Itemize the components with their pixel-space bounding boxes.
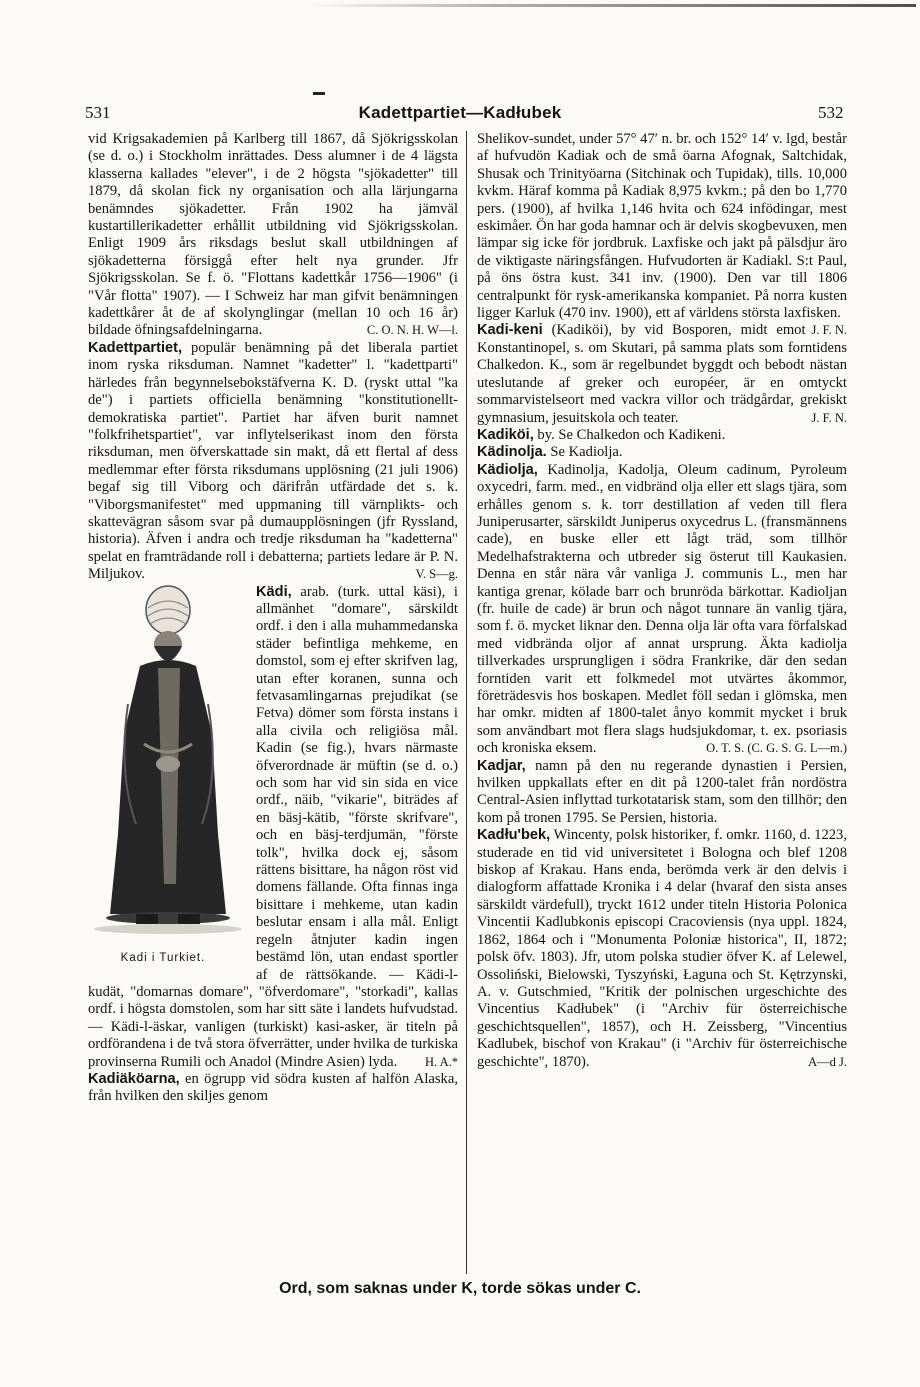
article-kadi-keni <box>477 322 847 426</box>
headword: Kädinolja. <box>477 444 547 461</box>
article-kadjar <box>477 758 847 828</box>
column-rule <box>466 131 467 1274</box>
headword: Kadi-keni <box>477 322 543 339</box>
author-signature: C. O. N. H. W—l. <box>366 323 458 338</box>
headword: Kädiolja, <box>477 461 538 478</box>
page-footer-note: Ord, som saknas under K, torde sökas under C. <box>279 1280 641 1297</box>
article-kadi <box>88 584 458 1071</box>
kadi-illustration <box>88 584 248 967</box>
author-signature: A—d J. <box>808 1054 847 1069</box>
author-signature: J. F. N. <box>811 410 847 425</box>
headword: Kadettpartiet, <box>88 339 183 356</box>
article-kadiakoarna <box>88 1071 458 1106</box>
article-kadett-continued <box>88 131 458 340</box>
left-column <box>88 131 458 1106</box>
right-column <box>477 131 847 1071</box>
author-signature: O. T. S. (C. G. S. G. L—m.) <box>706 741 847 756</box>
article-text: vid Krigsakademien på Karlberg till 1867, då Sjökrigsskolan (se d. o.) i Stockholm inrättades. Dess alumner i de 4 lägsta klasserna kallades "elever", i de 2 högsta "sjökadetter" till 1879, då skolan fick ny organisation och alla lärjungarna benämndes sjökadetter. Från 1902 ha jämväl kustartillerikadetter erhållit utbildning vid Sjökrigsskolan. Enligt 1909 års riksdags beslut skall utbildningen af sjökadetterna försiggå efter helt nya grunder. Jfr Sjökrigsskolan. Se f. ö. "Flottans kadettkår 1756—1906" (i "Vår flotta" 1907). — I Schweiz har man gifvit benämningen kadettkårer åt de af skolynglingar (mellan 10 och 16 år) bildade öfningsafdelningarna. <box>88 131 458 339</box>
headword: Kädi, <box>256 583 292 600</box>
article-text: Wincenty, polsk historiker, f. omkr. 1160, d. 1223, studerade en tid vid universitetet i Bologna och blef 1208 biskop af Krakau. Hans enda, berömda verk är den delvis i dialogform affattade Kronika i 4 delar (hvaraf den sista anses särskildt värdefull), tryckt 1612 under titeln Historia Polonica Vincentii Kadlubkonis episcopi Cracoviensis (nya uppl. 1824, 1862, 1864 och i "Monumenta Poloniæ historica", II, 1872; polsk öfv. 1803). Jfr, utom polska studier öfver K. af Lelewel, Ossoliński, Bielowski, Tyszyński, Łaguna och St. Kętrzynski, A. v. Gutschmied, "Kritik der polnischen urgeschichte des Vincentius Kadłubek" (i "Archiv für österreichische geschichtsquellen", 1857), och H. Zeissberg, "Vincentius Kadlubek, bischof von Krakau" (i "Archiv für österreichische geschichte", 1870). <box>477 827 847 1070</box>
page-number-left: 531 <box>85 103 111 122</box>
headword: Kadjar, <box>477 757 526 774</box>
article-kadinolja <box>477 444 847 461</box>
headword: Kadiköi, <box>477 426 534 443</box>
article-kadikoi <box>477 427 847 444</box>
scan-mark <box>313 92 325 95</box>
author-signature: J. F. N. <box>811 323 847 338</box>
article-text: arab. (turk. uttal käsi), i allmänhet "domare", särskildt ordf. i den i alla muhammedanska städer befintliga mehkeme, en domstol, som ej efter skrifven lag, utan efter koranen, sunna och fetvasamlingarnas prejudikat (se Fetva) dömer som första instans i alla civila och religiösa mål. Kadin (se fig.), hvars närmaste öfverordnade är müftin (se d. o.) och som har vid sin sida en vice ordf., näib, "vikarie", biträdes af en bäsj-kätib, "förste skrifvare", och en bäsj-terdjumän, "förste tolk", hvilka dock ej, såsom rättens bisittare, ha någon röst vid domens fällande. Ofta finnas inga bisittare i mehkeme, utan kadin beslutar ensam i alla mål. Enligt regeln åtnjuter kadin ingen bestämd lön, utan endast sportler af de rättsökande. — Kädi-l-kudät, "domarnas domare", "öfverdomare", "storkadi", kallas ordf. i högsta domstolen, som har sitt säte i landets hufvudstad. — Kädi-l-äskar, vanligen (turkiskt) kasi-asker, är titeln på ordförandena i de två stora öfverrätter, under hvilka de turkiska provinserna Rumili och Anadol (Mindre Asien) lyda. <box>88 583 458 1070</box>
article-text: Shelikov-sundet, under 57° 47′ n. br. och 152° 14′ v. lgd, består af hufvudön Kadiak och de små öarna Afognak, Saltchidak, Shusak och Trinityöarna (Sitchinak och Tupidak), tills. 10,000 kvkm. Häraf komma på Kadiak 8,975 kvkm.; på den bo 1,770 pers. (1900), af hvilka 1,146 hvita och 624 infödingar, mest eskimåer. Ön har goda hamnar och är delvis skogbevuxen, men lämpar sig icke för jordbruk. Laxfiske och jakt på pälsdjur äro de viktigaste näringsfången. Hufvudorten är Kadiakl. S:t Paul, på öns östra kust. 341 inv. (1900). Den var till 1806 centralpunkt för rysk-amerikanska kompaniet. På norra kusten ligger Karluk (470 inv. 1900), ett af världens största laxfisken. <box>477 131 848 322</box>
kadi-figure-image <box>88 584 243 946</box>
article-kadettpartiet <box>88 340 458 584</box>
headword: Kadłu'bek, <box>477 827 551 844</box>
headword: Kadiäköarna, <box>88 1070 180 1087</box>
article-text: populär benämning på det liberala partiet inom ryska riksduman. Namnet "kadetter" l. "kadettparti" härledes från begynnelsebokstäfverna K. D. (ryskt uttal "ka de") i partiets officiella benämning "konstitutionellt-demokratiska partiet". Partiet har äfven burit namnet "folkfrihetspartiet", var inflytelserikast inom den första riksduman, men öfverskattade sin makt, då ett flertal af dess medlemmar efter första riksdumans upplösning (21 juli 1906) begaf sig till Viborg och därifrån utfärdade det s. k. "Viborgsmanifestet" med uppmaning till värnplikts- och skattevägran såsom svar på dumaupplösningen (jfr Ryssland, historia). Äfven i andra och tredje riksduman ha "kadetterna" spelat en framträdande roll i debatterna; partiets ledare är P. N. Miljukov. <box>88 339 458 583</box>
page-number-right: 532 <box>818 103 844 122</box>
article-kadiolja <box>477 462 847 758</box>
article-text: en ögrupp vid södra kusten af halfön Alaska, från hvilken den skiljes genom <box>88 1070 458 1105</box>
article-text: namn på den nu regerande dynastien i Persien, hvilken uppkallats efter en dit på 1200-talet från nordöstra Central-Asien inflyttad turkotatarisk stam, som den tillhör; den kom på tronen 1795. Se Persien, historia. <box>477 757 847 826</box>
article-text: Se Kadiolja. <box>550 444 623 461</box>
author-signature: H. A.* <box>425 1054 458 1069</box>
figure-caption: Kadi i Turkiet. <box>120 952 206 965</box>
author-signature: V. S—g. <box>415 567 458 582</box>
article-kadlubek <box>477 827 847 1071</box>
running-head: Kadettpartiet—Kadłubek <box>358 103 562 122</box>
article-text: (Kadiköi), by vid Bosporen, midt emot Konstantinopel, s. om Skutari, på samma plats som forntidens Chalkedon. K., som är regelbundet byggdt och bebodt nästan uteslutande af greker och européer, är en omtyckt sommarvistelseort med vackra villor och trädgårdar, grekiskt gymnasium, jesuitskola och teater. <box>477 322 847 426</box>
scan-edge-line <box>310 4 916 7</box>
article-text: by. Se Chalkedon och Kadikeni. <box>537 426 726 443</box>
article-text: Kadinolja, Kadolja, Oleum cadinum, Pyroleum oxycedri, farm. med., en vidbränd olja eller ett slags tjära, som erhålles genom s. k. torr destillation af veden till flera Juniperusarter, särskildt Juniperus oxycedrus L. (fransmännens cade), en buske eller ett lågt träd, som tillhör Medelhafstrakterna och utbreder sig österut till Kaukasien. Denna en står nära vår vanliga J. communis L., men har kantiga grenar, kölade barr och brunröda bärkottar. Kadioljan (fr. huile de cade) är brun och något tunnare än vanlig tjära, som f. ö. mycket liknar den. Denna olja lär ofta vara förfalskad med vidbrända oljor af annat ursprung. Äkta kadiolja tillverkades ursprungligen i södra Frankrike, där den sedan forntiden varit ett folkmedel mot utvärtes åkommor, företrädesvis hos boskapen. Medlet föll sedan i glömska, men har omkr. midten af 1800-talet ånyo kommit mycket i bruk som användbart mot flera slags hudsjukdomar, t. ex. psoriasis och kroniska eksem. <box>477 461 847 757</box>
